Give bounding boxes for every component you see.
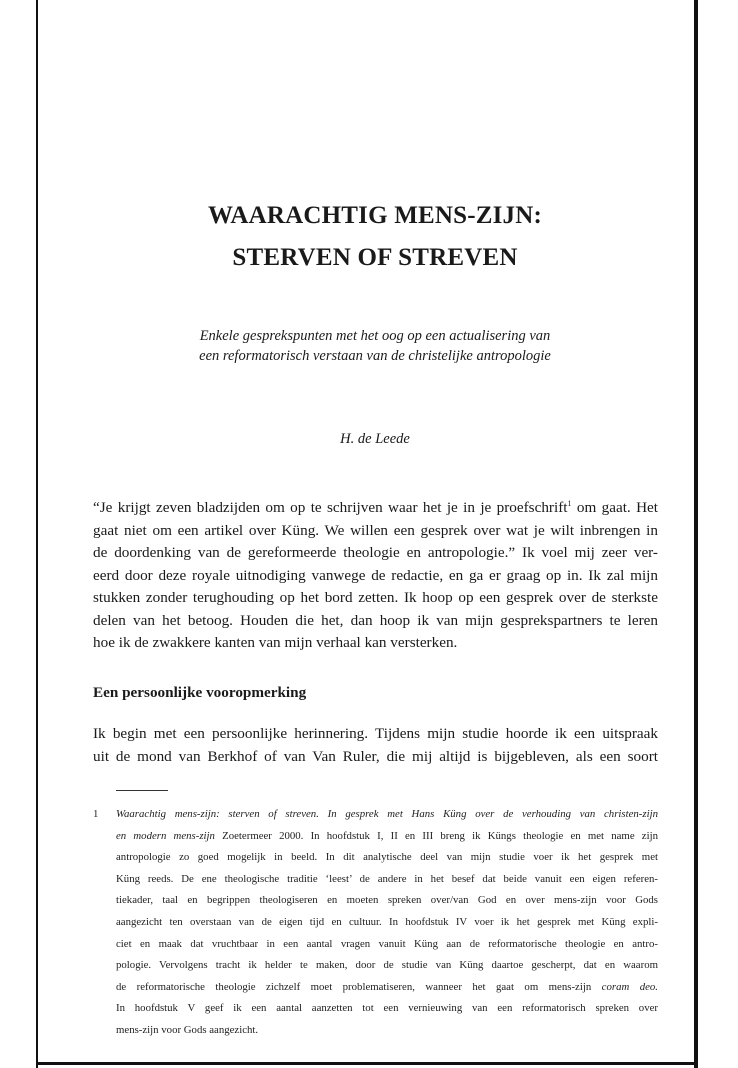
- footnote-line: In hoofdstuk V geef ik een aantal aanzetten tot een vernieuwing van een reformatorisch spreken over: [116, 1002, 658, 1015]
- footnote-line: ciet en maak dat vruchtbaar in een aantal vragen vanuit Küng aan de reformatorische theologie en antro-: [116, 937, 658, 950]
- footnote-number: 1: [93, 808, 99, 820]
- footnote-line: aangezicht ten overstaan van de eigen tijd en cultuur. In hoofdstuk IV voer ik het gesprek met Küng expli-: [116, 915, 658, 928]
- footnote-line: pologie. Vervolgens tracht ik helder te maken, door de studie van Küng daartoe gescherpt, dat en waarom: [116, 959, 658, 972]
- footnote-separator: [116, 790, 168, 791]
- intro-line-1b: om gaat. Het: [571, 499, 659, 516]
- intro-line: [93, 497, 658, 520]
- section-line: Ik begin met een persoonlijke herinnering. Tijdens mijn studie hoorde ik een uitspraak: [93, 725, 658, 742]
- footnote-line: [93, 804, 658, 826]
- footnote-line: Küng reeds. De ene theologische traditie ‘leest’ de andere in het besef dat beide vanuit een eigen referen-: [116, 872, 658, 885]
- intro-line: hoe ik de zwakkere kanten van mijn verhaal kan versterken.: [93, 634, 458, 651]
- title-line-1: WAARACHTIG MENS-ZIJN:: [207, 202, 543, 229]
- intro-line: eerd door deze royale uitnodiging vanwege de redactie, en ga er graag op in. Ik zal mijn: [93, 566, 658, 584]
- section-line: uit de mond van Berkhof of van Van Ruler, die mij altijd is bijgebleven, als een soort: [93, 747, 658, 765]
- footnote-book-title-cont: en modern mens-zijn: [116, 829, 215, 842]
- subtitle-line-2: een reformatorisch verstaan van de christelijke antropologie: [199, 348, 551, 364]
- page-bottom-edge: [36, 1062, 698, 1065]
- page-right-edge: [694, 0, 698, 1068]
- article-title: [90, 195, 660, 279]
- subtitle-line-1: Enkele gesprekspunten met het oog op een actualisering van: [199, 328, 551, 344]
- footnote-text: de reformatorische theologie zichzelf moet problematiseren, wanneer het gaat om mens-zijn: [116, 980, 602, 993]
- author-name: H. de Leede: [340, 431, 410, 447]
- section-paragraph: [93, 723, 658, 768]
- footnote-line: antropologie zo goed mogelijk in beeld. In dit analytische deel van mijn studie voer ik het gesprek met: [116, 851, 658, 864]
- footnote-line: [93, 977, 658, 999]
- footnote-reference[interactable]: 1: [567, 499, 572, 508]
- intro-paragraph: [93, 497, 658, 655]
- intro-line: stukken zonder terughouding op het bord zetten. Ik hoop op een gesprek over de sterkste: [93, 589, 658, 606]
- intro-line: delen van het betoog. Houden die het, dan hoop ik van mijn gesprekspartners te leren: [93, 611, 658, 629]
- title-line-2: STERVEN OF STREVEN: [232, 244, 518, 271]
- intro-line: gaat niet om een artikel over Küng. We willen een gesprek over wat je wilt inbrengen in: [93, 521, 658, 539]
- section-heading: Een persoonlijke vooropmerking: [93, 684, 307, 701]
- footnote-book-title: Waarachtig mens-zijn: sterven of streven. In gesprek met Hans Küng over de verhouding van christen-zijn: [116, 808, 658, 820]
- footnote-line: mens-zijn voor Gods aangezicht.: [116, 1023, 259, 1036]
- footnote-line: [93, 826, 658, 848]
- footnote-italic-term: coram deo.: [601, 980, 658, 993]
- footnote: [93, 804, 658, 1042]
- footnote-line: tiekader, taal en begrippen theologiseren en moeten spreken over/van God en over mens-zijn voor Gods: [116, 894, 658, 907]
- article-subtitle: [90, 326, 660, 366]
- intro-line: de doordenking van de gereformeerde theologie en antropologie.” Ik voel mij zeer ver-: [93, 544, 658, 561]
- page-left-edge: [36, 0, 38, 1068]
- footnote-text: Zoetermeer 2000. In hoofdstuk I, II en III breng ik Küngs theologie en met name zijn: [214, 829, 658, 842]
- intro-line-1a: “Je krijgt zeven bladzijden om op te schrijven waar het je in je proefschrift: [93, 499, 568, 516]
